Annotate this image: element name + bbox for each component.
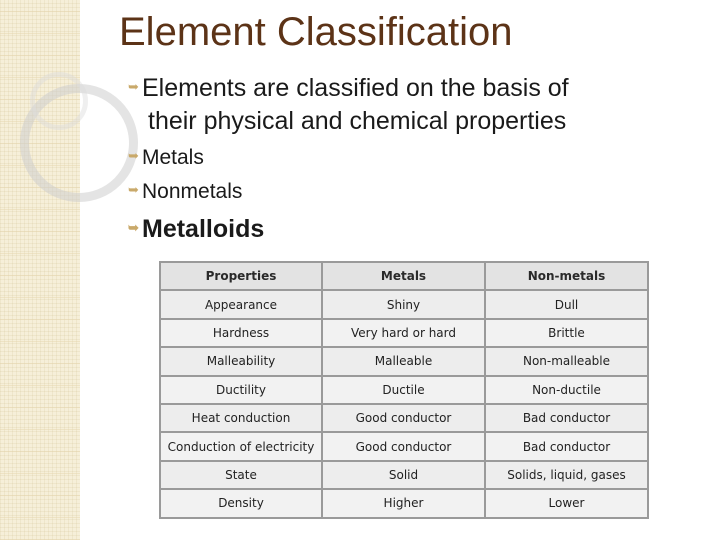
table-cell: Appearance <box>160 290 322 318</box>
table-cell: Heat conduction <box>160 404 322 432</box>
slide-title: Element Classification <box>119 10 513 54</box>
table-cell: Higher <box>322 489 485 517</box>
bullet-intro-line1: Elements are classified on the basis of <box>142 74 569 102</box>
table-row <box>160 347 648 375</box>
bullet-nonmetals <box>128 180 242 204</box>
header-non-metals: Non-metals <box>485 262 648 290</box>
table-cell: Very hard or hard <box>322 319 485 347</box>
table-cell: Density <box>160 489 322 517</box>
table-row <box>160 319 648 347</box>
table-cell: State <box>160 461 322 489</box>
header-properties: Properties <box>160 262 322 290</box>
bullet-metals-label: Metals <box>142 146 204 169</box>
bullet-metalloids <box>128 215 264 244</box>
table-row <box>160 290 648 318</box>
table-cell: Shiny <box>322 290 485 318</box>
table-cell: Dull <box>485 290 648 318</box>
bullet-arrow-icon: ➥ <box>128 79 139 95</box>
bullet-metalloids-label: Metalloids <box>142 215 265 243</box>
table-cell: Bad conductor <box>485 404 648 432</box>
decorative-small-ring-icon <box>30 72 88 130</box>
table-cell: Solid <box>322 461 485 489</box>
table-cell: Non-ductile <box>485 376 648 404</box>
table-cell: Malleable <box>322 347 485 375</box>
header-metals: Metals <box>322 262 485 290</box>
table-cell: Hardness <box>160 319 322 347</box>
table-cell: Non-malleable <box>485 347 648 375</box>
bullet-intro-line2: their physical and chemical properties <box>148 107 567 136</box>
table-cell: Bad conductor <box>485 432 648 460</box>
table-row <box>160 432 648 460</box>
table-cell: Malleability <box>160 347 322 375</box>
bullet-intro <box>128 72 569 137</box>
table-row <box>160 461 648 489</box>
table-cell: Ductility <box>160 376 322 404</box>
table-header-row <box>160 262 648 290</box>
bullet-metals <box>128 146 204 170</box>
table-cell: Solids, liquid, gases <box>485 461 648 489</box>
bullet-arrow-icon: ➥ <box>128 220 139 236</box>
table-row <box>160 404 648 432</box>
bullet-arrow-icon: ➥ <box>128 148 139 164</box>
table-cell: Conduction of electricity <box>160 432 322 460</box>
table-cell: Good conductor <box>322 404 485 432</box>
properties-table <box>159 261 649 519</box>
table-cell: Ductile <box>322 376 485 404</box>
table-cell: Lower <box>485 489 648 517</box>
bullet-nonmetals-label: Nonmetals <box>142 180 243 203</box>
table-row <box>160 489 648 517</box>
table-cell: Good conductor <box>322 432 485 460</box>
bullet-arrow-icon: ➥ <box>128 182 139 198</box>
table-cell: Brittle <box>485 319 648 347</box>
table-row <box>160 376 648 404</box>
